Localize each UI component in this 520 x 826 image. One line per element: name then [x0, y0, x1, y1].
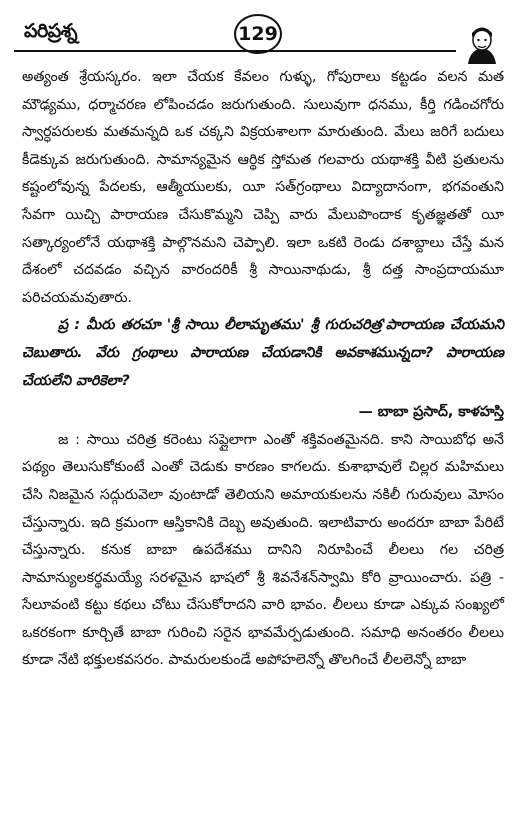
- book-title: పరిప్రశ్న: [24, 20, 78, 42]
- saint-portrait-icon: [462, 24, 502, 64]
- answer-paragraph: జ : సాయి చరిత్ర కరెంటు సప్లైలాగా ఎంతో శక్తివంతమైనది. కాని సాయిబోధ అనే పథ్యం తెలుసుకోకుంటే ఎంతో చెడుకు కారణం కాగలదు. కుశాభావులే చిల్లర మహిమలు చేసి నిజమైన సద్గురువెలా వుంటాడో తెలియని అమాయకులను నకిలీ గురువులు మోసం చేస్తున్నారు. ఇది క్రమంగా ఆస్తికానికి దెబ్బ అవుతుంది. ఇలాటివారు అందరూ బాబా పేరిటే చేస్తున్నారు. కనుక బాబా ఉపదేశము దానిని నిరూపించే లీలలు గల చరిత్ర సామాన్యులకర్థమయ్యే సరళమైన భాషలో శ్రీ శివనేశన్‌స్వామి కోరి వ్రాయించారు. పత్రి - సేలూవంటి కట్టు కథలు చోటు చేసుకోరాదని వారి భావం. లీలలు కూడా ఎక్కువ సంఖ్యలో ఒకరకంగా కూర్చితే బాబా గురించి సరైన భావమేర్పడుతుంది. సమాధి అనంతరం లీలలు కూడా నేటి భక్తులకవసరం. పామరులకుండే అపోహలెన్నో తొలగించే లీలలెన్నో బాబా: [22, 431, 504, 669]
- question-paragraph: ప్ర : మీరు తరచూ 'శ్రీ సాయి లీలామృతము' శ్రీ గురుచరిత్ర'పారాయణ చేయమని చెబుతారు. వేరు గ్రంథాలు పారాయణ చేయడానికి అవకాశమున్నదా? పారాయణ చేయలేని వారికెలా?: [22, 317, 504, 389]
- page-number-badge: 129: [234, 14, 282, 54]
- question-signature: — బాబా ప్రసాద్, కాళహస్తి: [358, 404, 504, 421]
- page-header: [10, 6, 510, 56]
- header-rule: [14, 50, 456, 52]
- page-body: [22, 64, 504, 675]
- paragraph-intro: అత్యంత శ్రేయస్కరం. ఇలా చేయక కేవలం గుళ్ళు, గోపురాలు కట్టడం వలన మత మౌఢ్యము, ధర్మాచరణ లోపించడం జరుగుతుంది. సులువుగా ధనము, కీర్తి గడించగోరు స్వార్ధపరులకు మతమన్నది ఒక చక్కని విక్రయశాలగా మారుతుంది. మేలు జరిగే బదులు కీడెక్కువ జరుగుతుంది. సామాన్యమైన ఆర్థిక స్తోమత గలవారు యథాశక్తి వీటి ప్రతులను కష్టంలోవున్న పేదలకు, ఆత్మీయులకు, యీ సత్‌గ్రంథాలు విద్యాదానంగా, భగవంతుని సేవగా యిచ్చి పారాయణ చేసుకొమ్మని చెప్పి వారు మేలుపొందాక కృతజ్ఞతతో యీ సత్కార్యంలోనే యథాశక్తి పాల్గొనమని చెప్పాలి. ఇలా ఒకటి రెండు దశాబ్దాలు చేస్తే మన దేశంలో చదవడం వచ్చిన వారందరికీ శ్రీ సాయినాథుడు, శ్రీ దత్త సాంప్రదాయమూ పరిచయమవుతారు.: [22, 69, 504, 306]
